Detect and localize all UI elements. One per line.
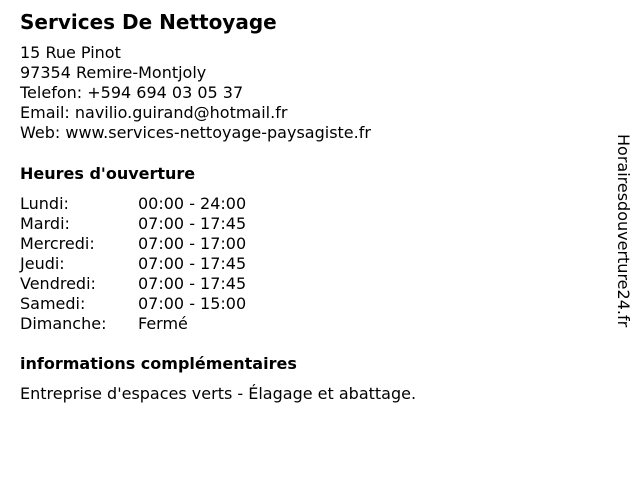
day-label: Vendredi: [20,274,96,293]
city-line: 97354 Remire-Montjoly [20,63,207,82]
time-range: Fermé [138,314,188,333]
email-line: Email: navilio.guirand@hotmail.fr [20,103,288,122]
time-range: 07:00 - 17:45 [138,254,247,273]
time-range: 07:00 - 17:45 [138,214,247,233]
business-name: Services De Nettoyage [20,10,277,34]
website-line: Web: www.services-nettoyage-paysagiste.fr [20,123,371,142]
day-label: Lundi: [20,194,69,213]
opening-hours-heading: Heures d'ouverture [20,164,196,183]
contact-block [20,43,371,143]
phone-line: Telefon: +594 694 03 05 37 [20,83,244,102]
time-range: 07:00 - 15:00 [138,294,247,313]
day-label: Samedi: [20,294,86,313]
additional-info-text: Entreprise d'espaces verts - Élagage et abattage. [20,384,417,403]
day-label: Mercredi: [20,234,95,253]
street-address: 15 Rue Pinot [20,43,121,62]
site-watermark: Horairesdouverture24.fr [614,134,633,328]
day-label: Jeudi: [20,254,65,273]
time-range: 07:00 - 17:00 [138,234,247,253]
time-range: 00:00 - 24:00 [138,194,247,213]
day-label: Mardi: [20,214,70,233]
time-range: 07:00 - 17:45 [138,274,247,293]
additional-info-heading: informations complémentaires [20,354,297,373]
day-label: Dimanche: [20,314,107,333]
